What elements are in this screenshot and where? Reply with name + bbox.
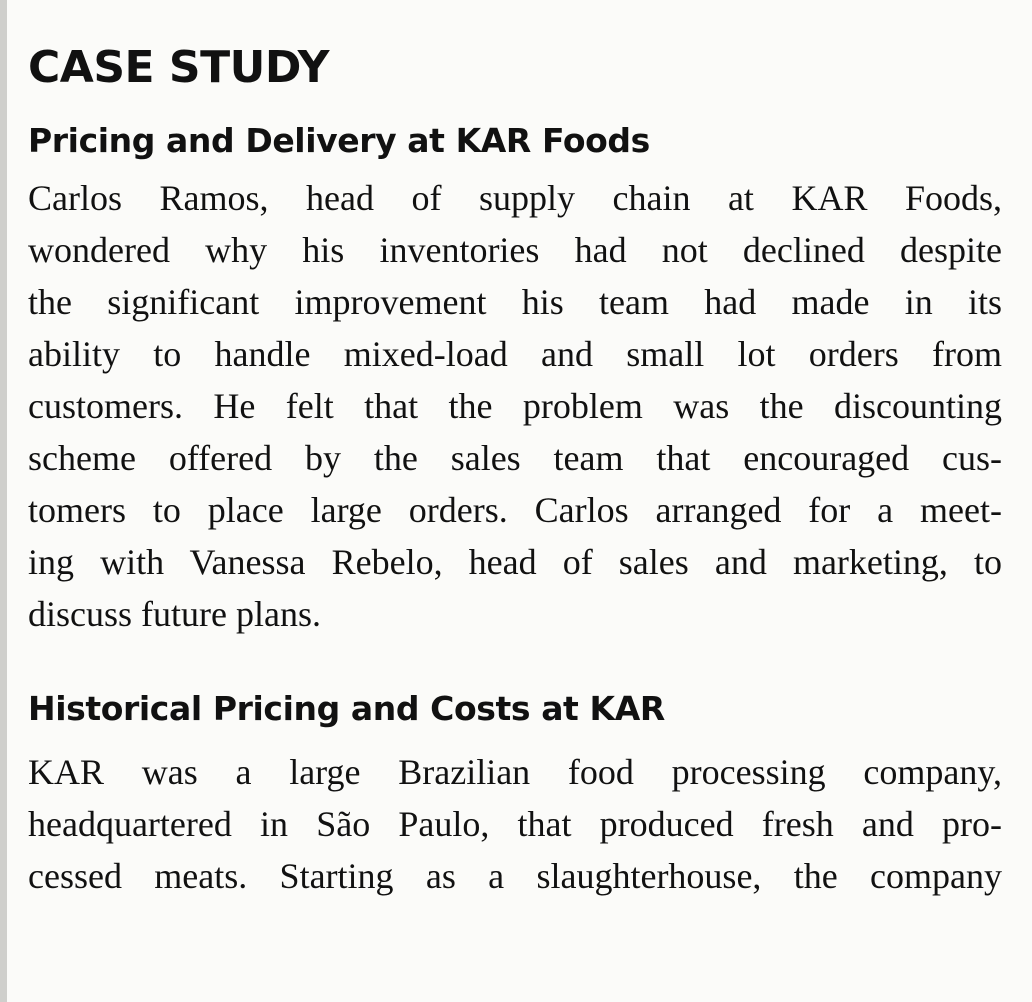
paragraph-line: ability to handle mixed-load and small lot orders from <box>28 334 1002 374</box>
paragraph-line: Carlos Ramos, head of supply chain at KAR Foods, <box>28 178 1002 218</box>
paragraph-line: cessed meats. Starting as a slaughterhouse, the company <box>28 856 1002 896</box>
paragraph-line: customers. He felt that the problem was the discounting <box>28 386 1002 426</box>
history-paragraph <box>28 746 1002 902</box>
case-study-label: CASE STUDY <box>28 42 330 93</box>
paragraph-line: ing with Vanessa Rebelo, head of sales and marketing, to <box>28 542 1002 582</box>
paragraph-line: the significant improvement his team had made in its <box>28 282 1002 322</box>
paragraph-line: wondered why his inventories had not declined despite <box>28 230 1002 270</box>
intro-paragraph <box>28 172 1002 640</box>
paragraph-line: discuss future plans. <box>28 594 321 634</box>
paragraph-line: tomers to place large orders. Carlos arranged for a meet- <box>28 490 1002 530</box>
case-study-title: Pricing and Delivery at KAR Foods <box>28 121 650 160</box>
paragraph-line: scheme offered by the sales team that encouraged cus- <box>28 438 1002 478</box>
section-heading: Historical Pricing and Costs at KAR <box>28 689 665 728</box>
page-edge <box>0 0 7 1002</box>
document-page <box>28 38 1002 902</box>
paragraph-line: KAR was a large Brazilian food processing company, <box>28 752 1002 792</box>
paragraph-line: headquartered in São Paulo, that produced fresh and pro- <box>28 804 1002 844</box>
